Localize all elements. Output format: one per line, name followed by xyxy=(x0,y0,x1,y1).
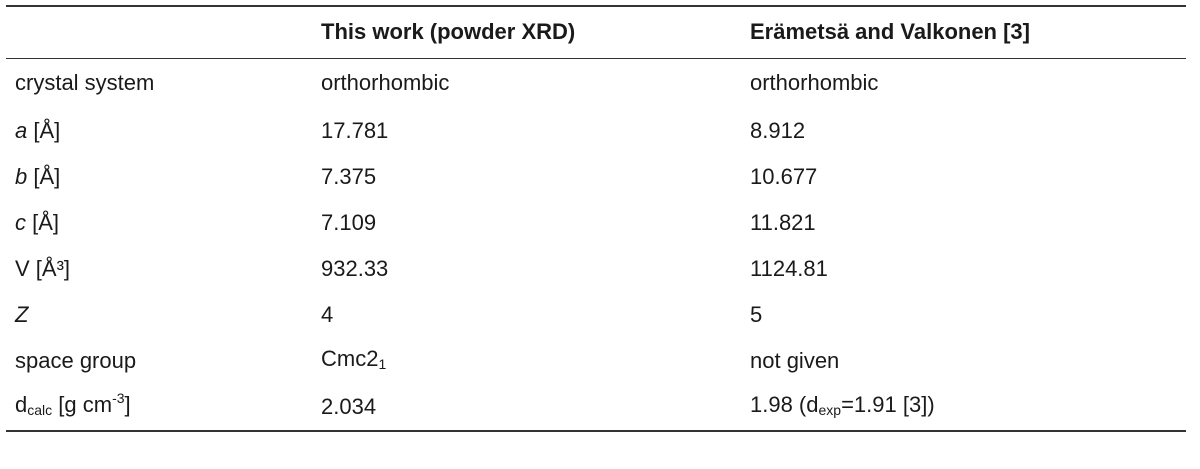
density-subscript: calc xyxy=(27,401,53,418)
density-unit-close: ] xyxy=(124,391,131,417)
density-unit: [g cm xyxy=(52,391,113,417)
table-header-row xyxy=(6,6,1186,58)
table-row xyxy=(6,246,1186,292)
cell-this-work xyxy=(312,338,741,384)
table-row xyxy=(6,384,1186,431)
table-row xyxy=(6,108,1186,154)
header-eramtsa-valkonen: Erämetsä and Valkonen [3] xyxy=(741,6,1186,58)
header-parameter xyxy=(6,6,312,58)
cell-this-work: 7.109 xyxy=(321,210,377,235)
cell-this-work: 932.33 xyxy=(321,256,389,281)
symbol-a: a xyxy=(15,118,28,143)
density-value-rest: =1.91 [3]) xyxy=(841,391,935,417)
table-row xyxy=(6,154,1186,200)
table-row xyxy=(6,338,1186,384)
symbol-z: Z xyxy=(15,302,29,327)
density-superscript: -3 xyxy=(112,389,125,406)
cell-this-work: 2.034 xyxy=(312,384,741,431)
density-symbol: d xyxy=(15,391,28,417)
cell-eramtsa: not given xyxy=(750,348,840,373)
row-label-density xyxy=(6,384,312,431)
cell-this-work: 4 xyxy=(321,302,334,327)
cell-eramtsa: orthorhombic xyxy=(750,70,879,96)
table-row xyxy=(6,292,1186,338)
crystal-data-table xyxy=(6,5,1186,432)
cell-eramtsa: 8.912 xyxy=(750,118,806,143)
table-row xyxy=(6,58,1186,108)
row-label-a xyxy=(6,108,312,154)
row-label-b xyxy=(6,154,312,200)
row-label-crystal-system: crystal system xyxy=(15,70,155,96)
table-row xyxy=(6,200,1186,246)
cell-eramtsa xyxy=(741,384,1186,431)
cell-eramtsa: 11.821 xyxy=(750,210,816,235)
unit-angstrom: [Å] xyxy=(26,210,60,235)
row-label-z xyxy=(6,292,312,338)
row-label-space-group: space group xyxy=(15,348,137,373)
header-this-work: This work (powder XRD) xyxy=(312,6,741,58)
symbol-b: b xyxy=(15,164,28,189)
space-group-main: Cmc2 xyxy=(321,345,379,371)
symbol-c: c xyxy=(15,210,26,235)
density-value-main: 1.98 (d xyxy=(750,391,819,417)
unit-angstrom: [Å] xyxy=(27,118,61,143)
cell-eramtsa: 1124.81 xyxy=(750,256,828,281)
space-group-subscript: 1 xyxy=(378,355,387,372)
cell-this-work: orthorhombic xyxy=(321,70,450,96)
row-label-volume: V [Å³] xyxy=(15,256,71,281)
cell-this-work: 7.375 xyxy=(321,164,377,189)
cell-eramtsa: 10.677 xyxy=(750,164,818,189)
density-exp-subscript: exp xyxy=(818,401,842,418)
crystal-data-table-container xyxy=(6,0,1186,469)
row-label-c xyxy=(6,200,312,246)
cell-eramtsa: 5 xyxy=(750,302,763,327)
cell-this-work: 17.781 xyxy=(321,118,389,143)
unit-angstrom: [Å] xyxy=(27,164,61,189)
